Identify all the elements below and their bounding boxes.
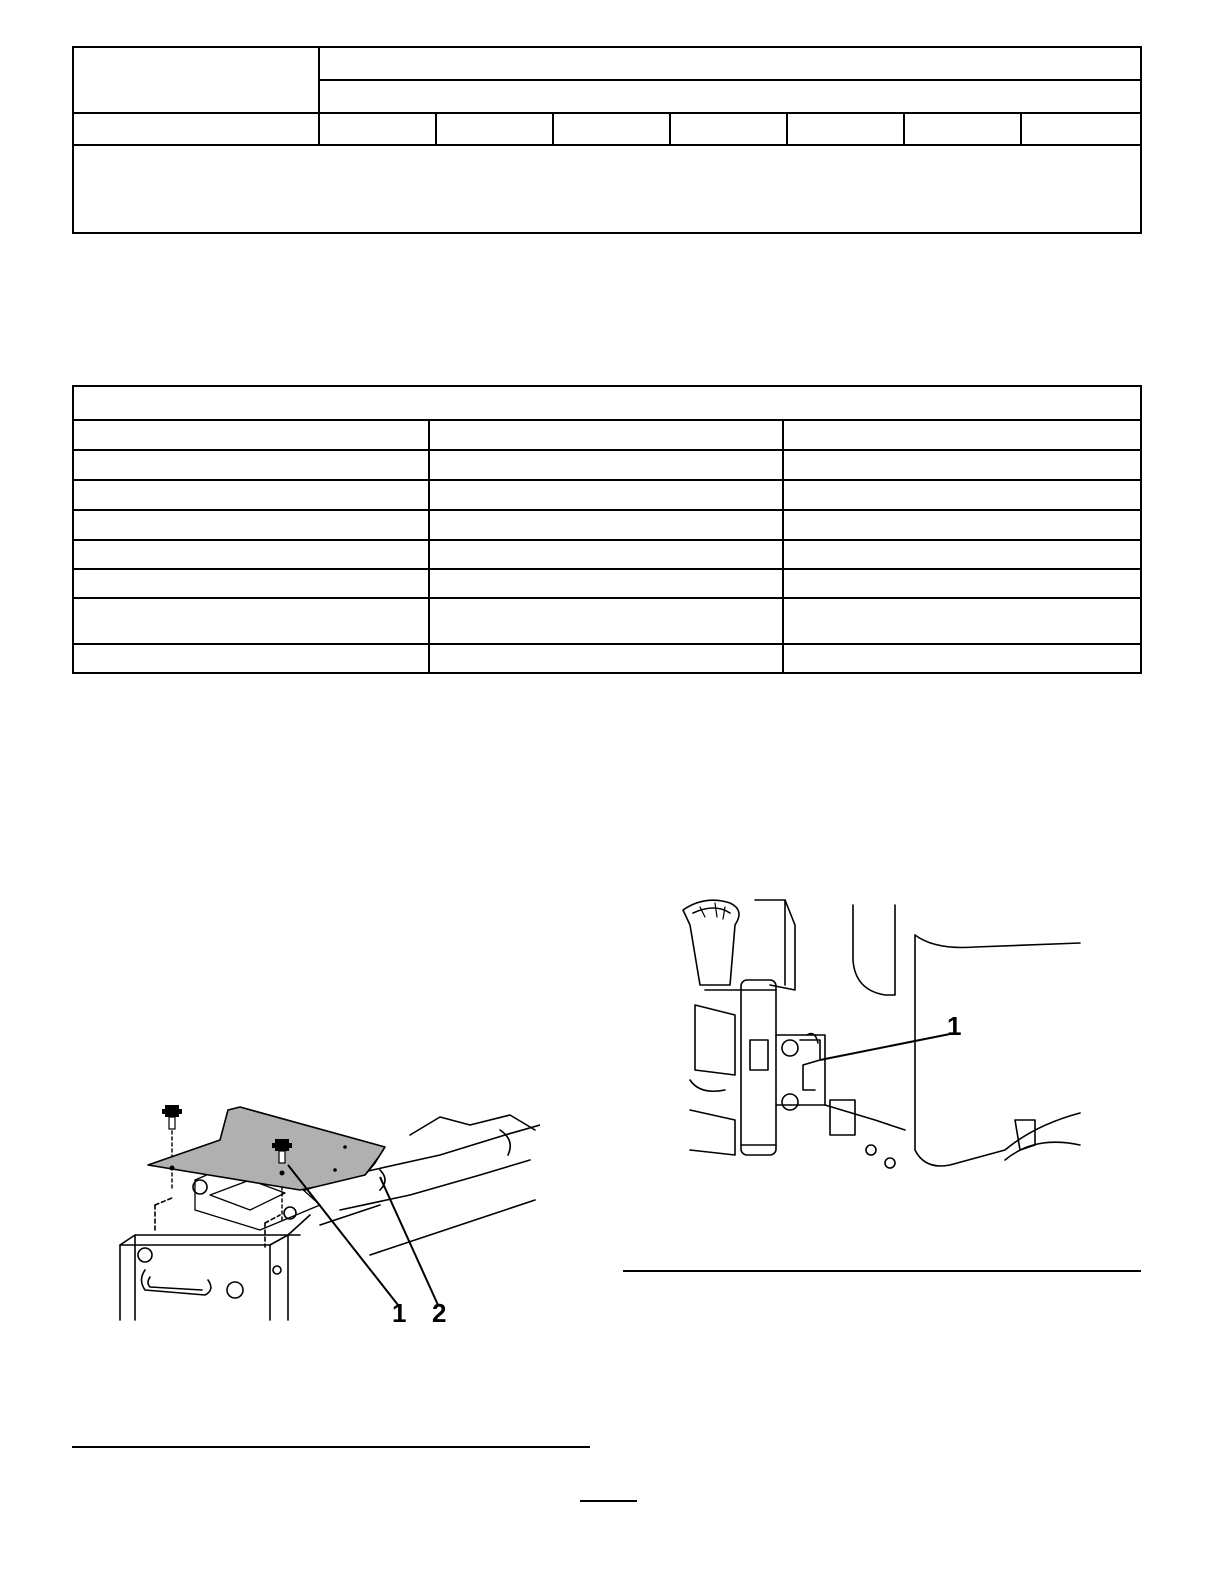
table-row <box>73 644 1141 673</box>
table-row <box>73 569 1141 598</box>
table-cell <box>783 569 1141 598</box>
table-cell <box>73 480 429 510</box>
bottom-table-title <box>73 386 1141 420</box>
table-cell <box>73 540 429 569</box>
table-cell <box>73 644 429 673</box>
table-cell <box>783 480 1141 510</box>
top-table-cell <box>553 113 670 145</box>
thumb-screw-left-icon <box>162 1105 182 1129</box>
page-number-rule <box>580 1500 637 1502</box>
figure-left-callout-2: 2 <box>432 1298 447 1328</box>
table-cell <box>73 569 429 598</box>
table-row <box>73 420 1141 450</box>
table-cell <box>73 510 429 540</box>
table-cell <box>783 644 1141 673</box>
table-row <box>73 540 1141 569</box>
table-cell <box>783 510 1141 540</box>
table-cell <box>73 598 429 644</box>
table-cell <box>783 420 1141 450</box>
table-cell <box>429 540 783 569</box>
spec-table-top <box>72 46 1142 234</box>
spec-table-bottom <box>72 385 1142 674</box>
figure-left-caption-rule <box>72 1446 590 1448</box>
top-table-header-right-bottom <box>319 80 1141 113</box>
top-table-cell <box>904 113 1021 145</box>
top-table-header-right-top <box>319 47 1141 80</box>
top-table-cell <box>436 113 553 145</box>
figure-left-callout-1: 1 <box>392 1298 407 1328</box>
table-cell <box>429 569 783 598</box>
table-cell <box>429 450 783 480</box>
top-table-cell <box>319 113 436 145</box>
figure-right-caption-rule <box>623 1270 1141 1272</box>
table-cell <box>783 450 1141 480</box>
table-cell <box>783 598 1141 644</box>
table-cell <box>429 644 783 673</box>
table-cell <box>73 420 429 450</box>
table-row <box>73 480 1141 510</box>
top-table-note <box>73 145 1141 233</box>
figure-right-callout-1: 1 <box>947 1011 962 1041</box>
table-cell <box>429 598 783 644</box>
top-table-cell <box>670 113 787 145</box>
top-table-header-left <box>73 47 319 113</box>
top-table-cell <box>1021 113 1141 145</box>
table-cell <box>783 540 1141 569</box>
table-cell <box>429 480 783 510</box>
table-row <box>73 450 1141 480</box>
figure-latch-bracket <box>675 895 1100 1180</box>
table-cell <box>429 420 783 450</box>
top-table-row-label <box>73 113 319 145</box>
table-row <box>73 598 1141 644</box>
table-row <box>73 510 1141 540</box>
top-table-cell <box>787 113 904 145</box>
table-cell <box>73 450 429 480</box>
figure-cover-plate <box>110 1095 540 1330</box>
table-cell <box>429 510 783 540</box>
